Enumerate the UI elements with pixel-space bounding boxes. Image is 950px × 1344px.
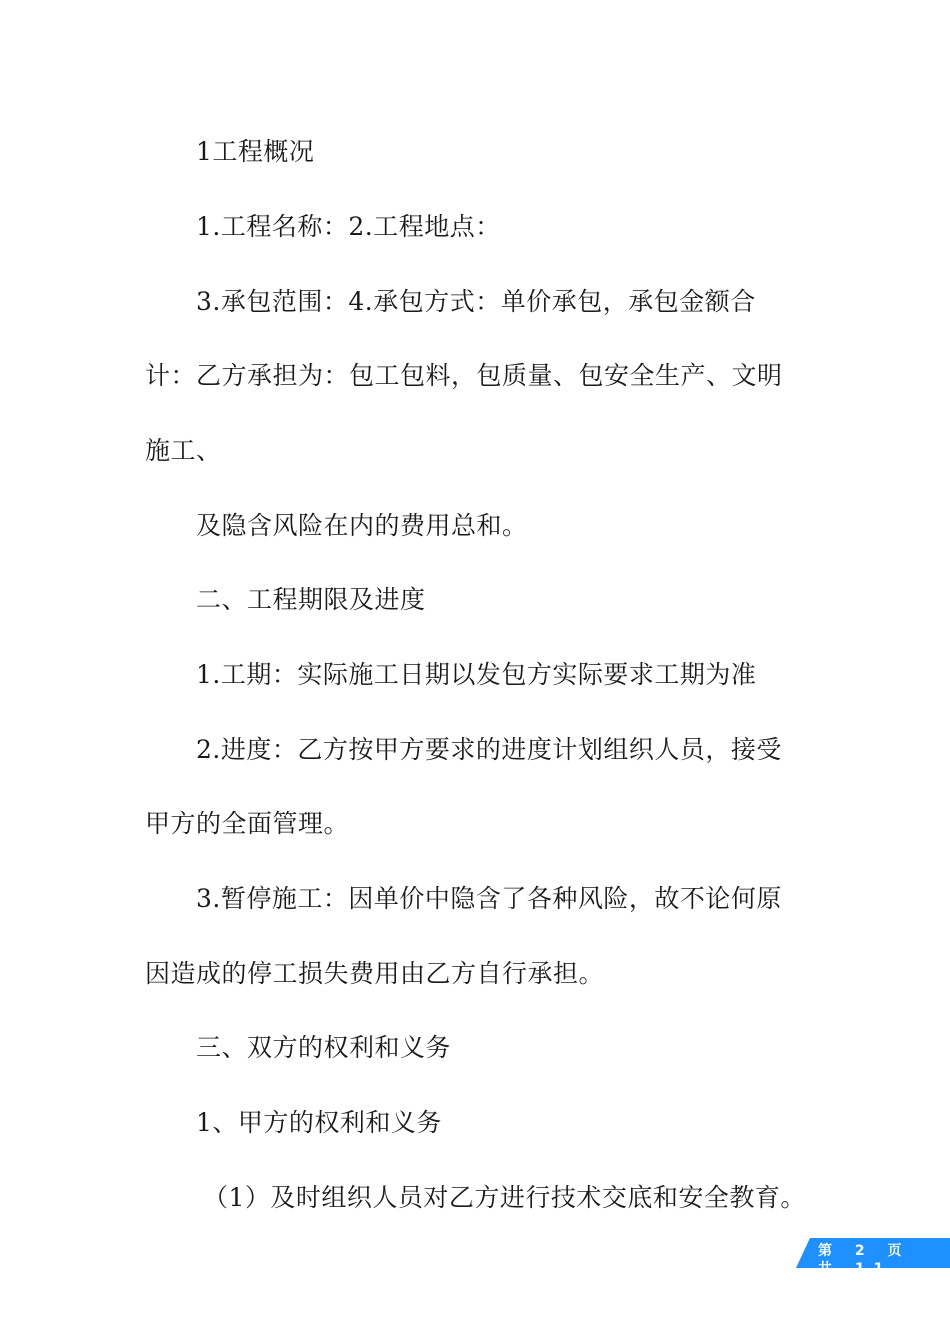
paragraph-line: 及隐含风险在内的费用总和。 — [196, 511, 528, 540]
paragraph-line: 因造成的停工损失费用由乙方自行承担。 — [145, 959, 605, 988]
page-number-text: 第 2 页 共 11 页 — [818, 1243, 911, 1295]
section-heading: 三、双方的权利和义务 — [196, 1033, 452, 1062]
paragraph-line: 施工、 — [145, 436, 222, 465]
page-number-badge — [796, 1238, 950, 1295]
paragraph-line: 3.暂停施工：因单价中隐含了各种风险，故不论何原 — [196, 884, 782, 913]
section-heading: 二、工程期限及进度 — [196, 585, 426, 614]
paragraph-line: 2.进度：乙方按甲方要求的进度计划组织人员，接受 — [196, 735, 782, 764]
section-heading: 1工程概况 — [196, 137, 315, 166]
paragraph-line: 3.承包范围：4.承包方式：单价承包，承包金额合 — [196, 287, 756, 316]
paragraph-line: 计：乙方承担为：包工包料，包质量、包安全生产、文明 — [145, 361, 783, 390]
paragraph-line: 甲方的全面管理。 — [145, 809, 350, 838]
subsection-heading: 1、甲方的权利和义务 — [196, 1108, 442, 1137]
paragraph-line: （1）及时组织人员对乙方进行技术交底和安全教育。 — [203, 1183, 806, 1212]
paragraph-line: 1.工期：实际施工日期以发包方实际要求工期为准 — [196, 660, 757, 689]
paragraph-line: 1.工程名称：2.工程地点： — [196, 212, 501, 241]
